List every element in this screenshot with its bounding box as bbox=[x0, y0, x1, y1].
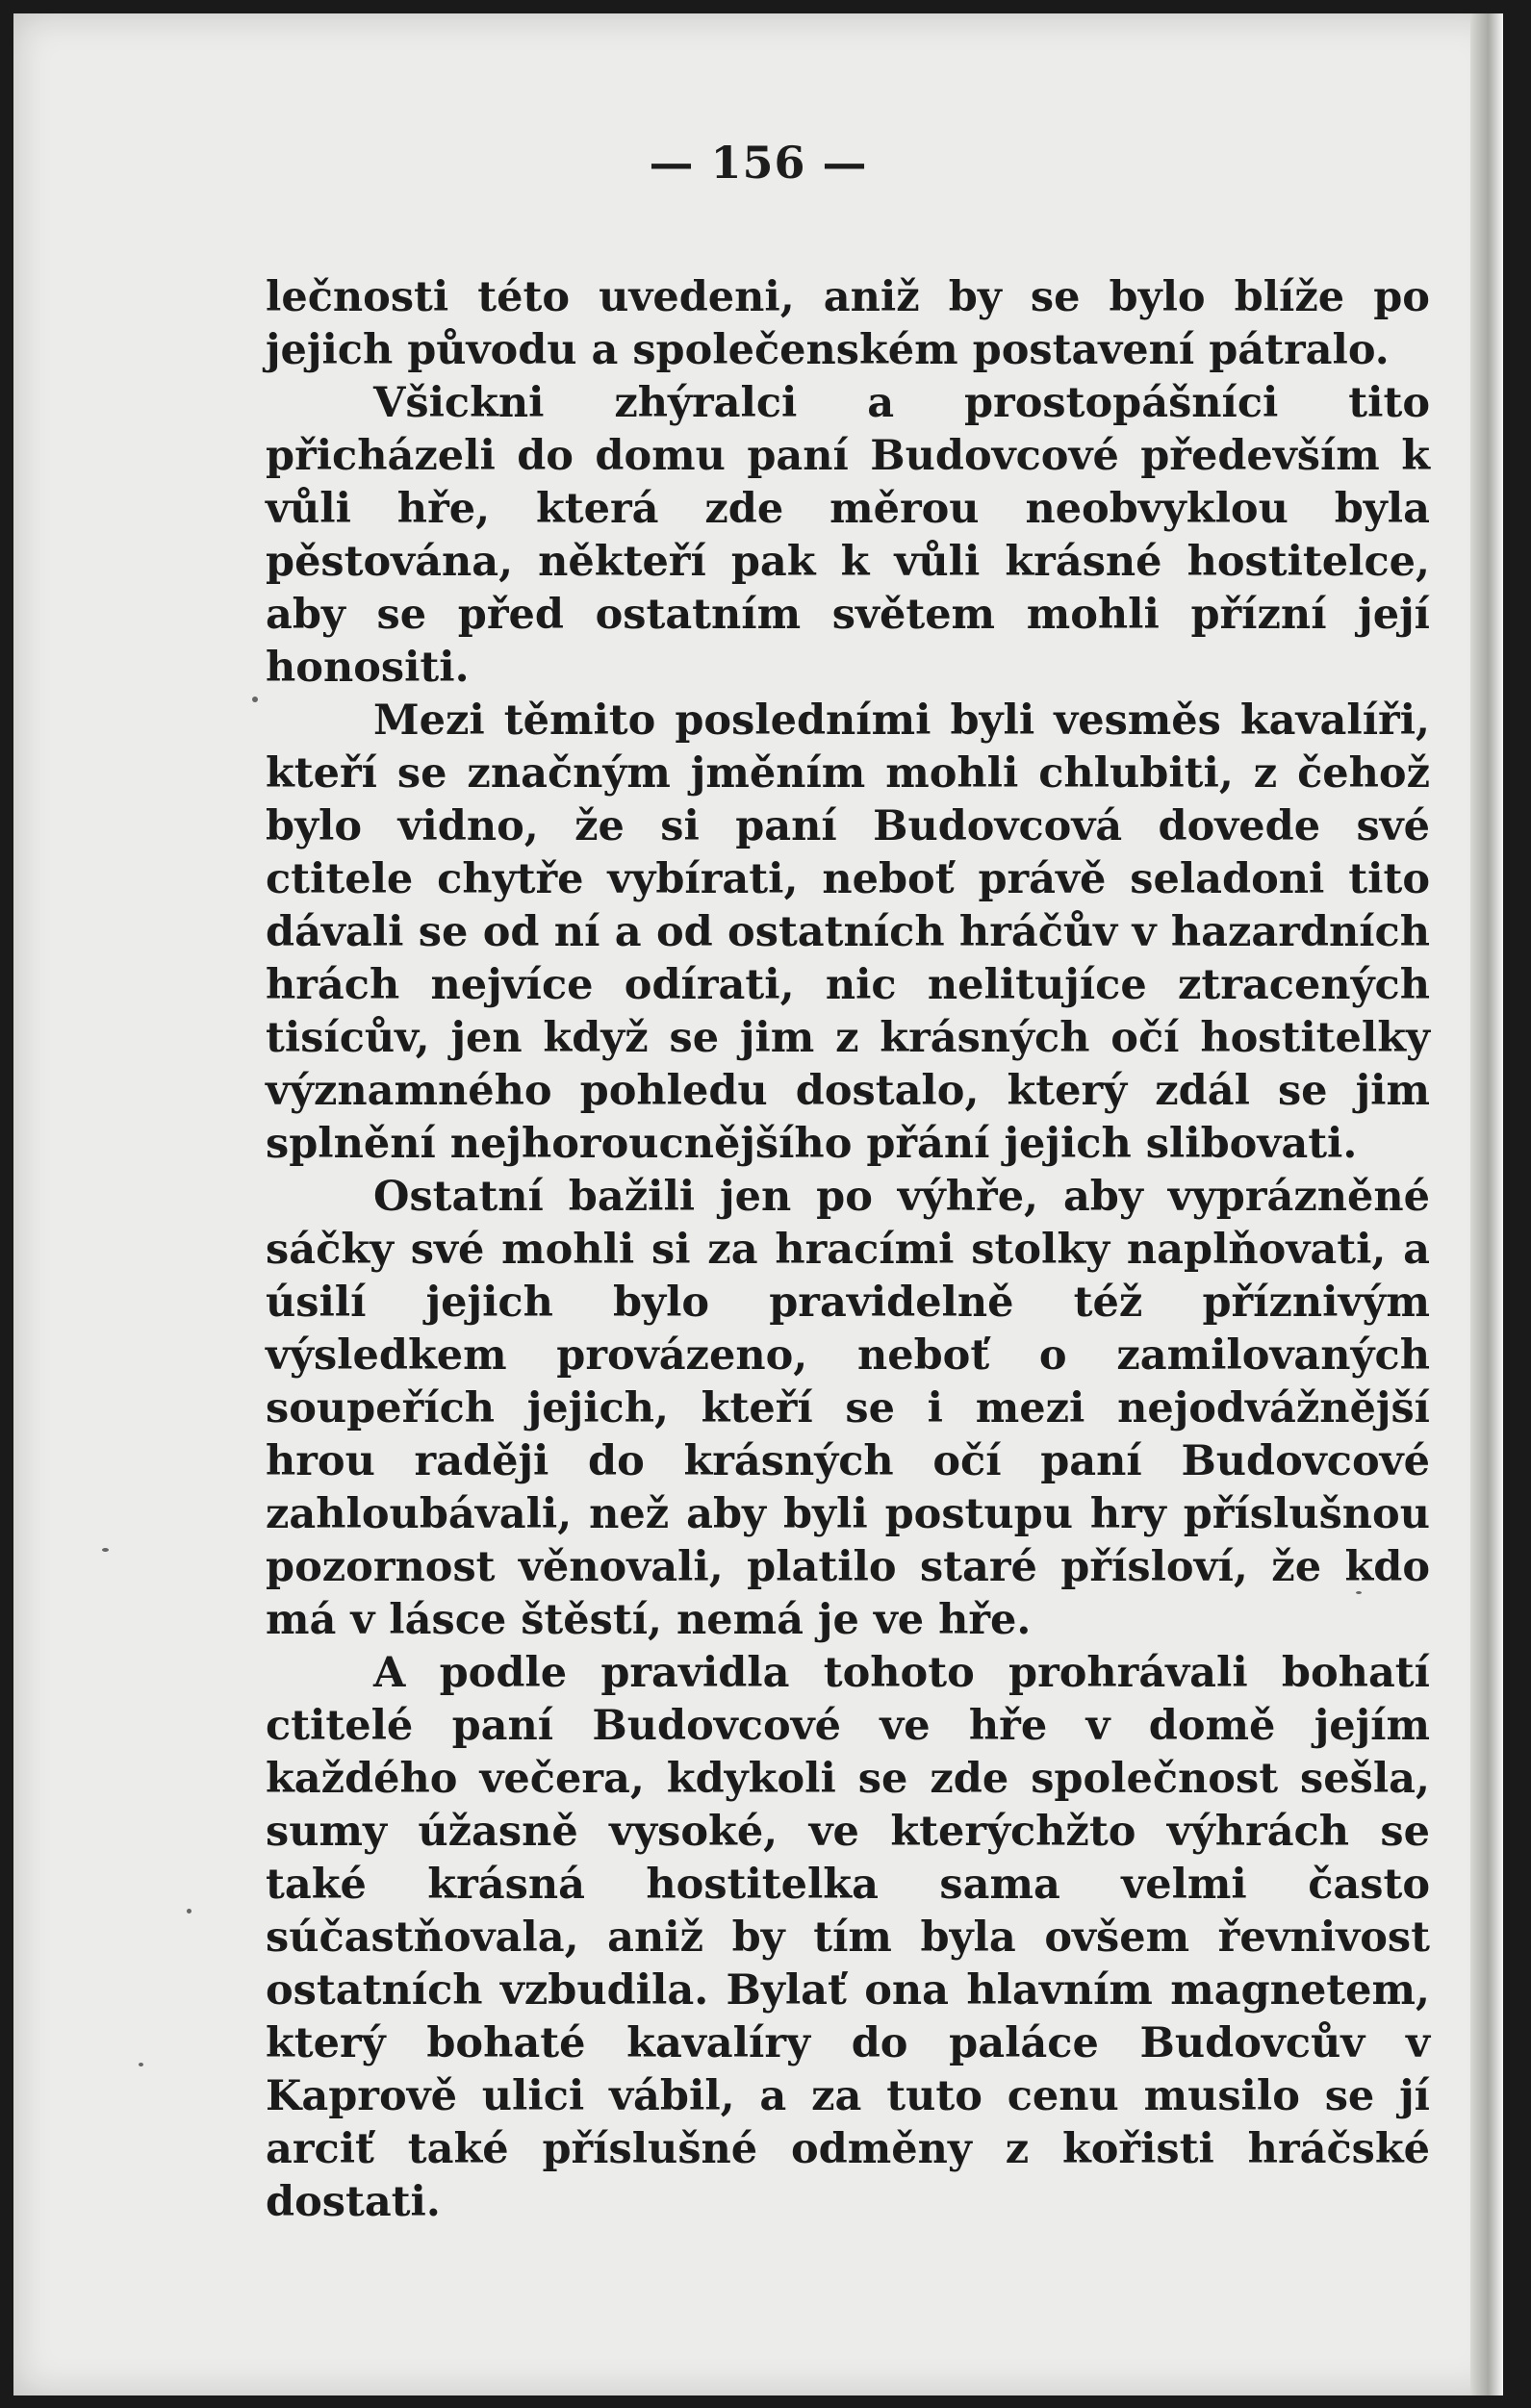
paragraph-1: lečnosti této uvedeni, aniž by se bylo blíže po jejich původu a společenském postavení pátralo. bbox=[266, 273, 1430, 374]
print-speck bbox=[102, 1548, 109, 1552]
print-speck bbox=[252, 697, 258, 702]
page-number: — 156 — bbox=[649, 137, 868, 189]
body-text bbox=[266, 271, 1430, 2229]
paragraph-2: Všickni zhýralci a prostopášníci tito přicházeli do domu paní Budovcové především k vůli hře, která zde měrou neobvyklou byla pěstována, někteří pak k vůli krásné hostitelce, aby se před ostatním světem mohli přízní její honositi. bbox=[266, 379, 1430, 692]
paragraph-3: Mezi těmito posledními byli vesměs kavalíři, kteří se značným jměním mohli chlubiti, z čehož bylo vidno, že si paní Budovcová dovede své ctitele chytře vybírati, neboť právě seladoni tito dávali se od ní a od ostatních hráčův v hazardních hrách nejvíce odírati, nic nelitujíce ztracených tisícův, jen když se jim z krásných očí hostitelky významného pohledu dostalo, který zdál se jim splnění nejhoroucnějšího přání jejich slibovati. bbox=[266, 697, 1430, 1168]
print-speck bbox=[139, 2063, 143, 2066]
print-speck bbox=[187, 1909, 191, 1914]
paragraph-4: Ostatní bažili jen po výhře, aby vyprázněné sáčky své mohli si za hracími stolky naplňovati, a úsilí jejich bylo pravidelně též příznivým výsledkem provázeno, neboť o zamilovaných soupeřích jejich, kteří se i mezi nejodvážnější hrou raději do krásných očí paní Budovcové zahloubávali, než aby byli postupu hry příslušnou pozornost věnovali, platilo staré přísloví, že kdo má v lásce štěstí, nemá je ve hře. bbox=[266, 1173, 1430, 1644]
page-spine-shadow bbox=[1470, 13, 1503, 2395]
paragraph-5: A podle pravidla tohoto prohrávali bohatí ctitelé paní Budovcové ve hře v domě jejím každého večera, kdykoli se zde společnost sešla, sumy úžasně vysoké, ve kterýchžto výhrách se také krásná hostitelka sama velmi často súčastňovala, aniž by tím byla ovšem řevnivost ostatních vzbudila. Bylať ona hlavním magnetem, který bohaté kavalíry do paláce Budovcův v Kaprově ulici vábil, a za tuto cenu musilo se jí arciť také příslušné odměny z kořisti hráčské dostati. bbox=[266, 1649, 1430, 2226]
book-page bbox=[13, 13, 1503, 2395]
